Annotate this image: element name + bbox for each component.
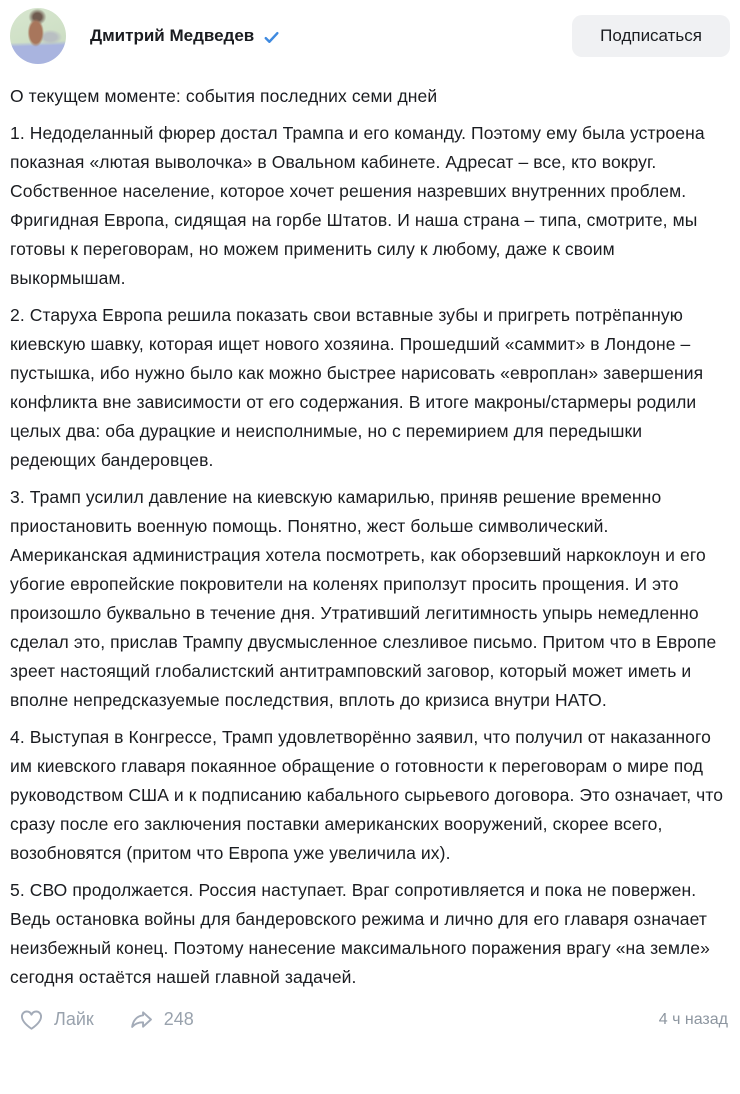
post-header	[10, 6, 730, 66]
post-paragraph: 4. Выступая в Конгрессе, Трамп удовлетворённо заявил, что получил от наказанного им киевского главаря покаянное обращение о готовности к переговорам о мире под руководством США и к подписанию кабального сырьевого договора. Это означает, что сразу после его заключения поставки американских вооружений, скорее всего, возобновятся (притом что Европа уже увеличила их).	[10, 727, 724, 863]
repost-button[interactable]	[128, 1006, 194, 1033]
like-button[interactable]	[18, 1006, 94, 1033]
share-arrow-icon	[128, 1006, 155, 1033]
like-label: Лайк	[54, 1009, 94, 1029]
heart-icon	[18, 1006, 45, 1033]
author-name-row	[90, 25, 280, 47]
post-paragraph: 2. Старуха Европа решила показать свои вставные зубы и пригреть потрёпанную киевскую шавку, которая ищет нового хозяина. Прошедший «саммит» в Лондоне – пустышка, ибо нужно было как можно быстрее нарисовать «европлан» завершения конфликта вне зависимости от его содержания. В итоге макроны/стармеры родили целых два: оба дурацкие и неисполнимые, но с перемирием для передышки редеющих бандеровцев.	[10, 305, 704, 470]
repost-count: 248	[163, 1009, 194, 1029]
post-paragraph: 3. Трамп усилил давление на киевскую камарилью, приняв решение временно приостановить военную помощь. Понятно, жест больше символический. Американская администрация хотела посмотреть, как оборзевший наркоклоун и его убогие европейские покровители на коленях приползут просить прощения. И это произошло буквально в течение дня. Утративший легитимность упырь немедленно сделал это, прислав Трампу двусмысленное слезливое письмо. Притом что в Европе зреет настоящий глобалистский антитрамповский заговор, который может иметь и вполне непредсказуемые последствия, вплоть до кризиса внутри НАТО.	[10, 487, 717, 710]
verified-checkmark-icon	[263, 29, 280, 46]
post-title: О текущем моменте: события последних семи дней	[10, 86, 438, 106]
author-name[interactable]: Дмитрий Медведев	[90, 26, 255, 45]
post-paragraph: 5. СВО продолжается. Россия наступает. Враг сопротивляется и пока не повержен. Ведь остановка войны для бандеровского режима и лично для его главаря означает неизбежный конец. Поэтому нанесение максимального поражения врагу «на земле» сегодня остаётся нашей главной задачей.	[10, 880, 710, 987]
post-footer	[10, 1000, 730, 1043]
post-timestamp[interactable]: 4 ч назад	[658, 1010, 728, 1028]
subscribe-button[interactable]: Подписаться	[572, 15, 730, 57]
author-avatar[interactable]	[10, 8, 66, 64]
post-paragraph: 1. Недоделанный фюрер достал Трампа и его команду. Поэтому ему была устроена показная «лютая выволочка» в Овальном кабинете. Адресат – все, кто вокруг. Собственное население, которое хочет решения назревших внутренних проблем. Фригидная Европа, сидящая на горбе Штатов. И наша страна – типа, смотрите, мы готовы к переговорам, но можем применить силу к любому, даже к своим выкормышам.	[10, 123, 705, 288]
post-body	[10, 82, 730, 992]
